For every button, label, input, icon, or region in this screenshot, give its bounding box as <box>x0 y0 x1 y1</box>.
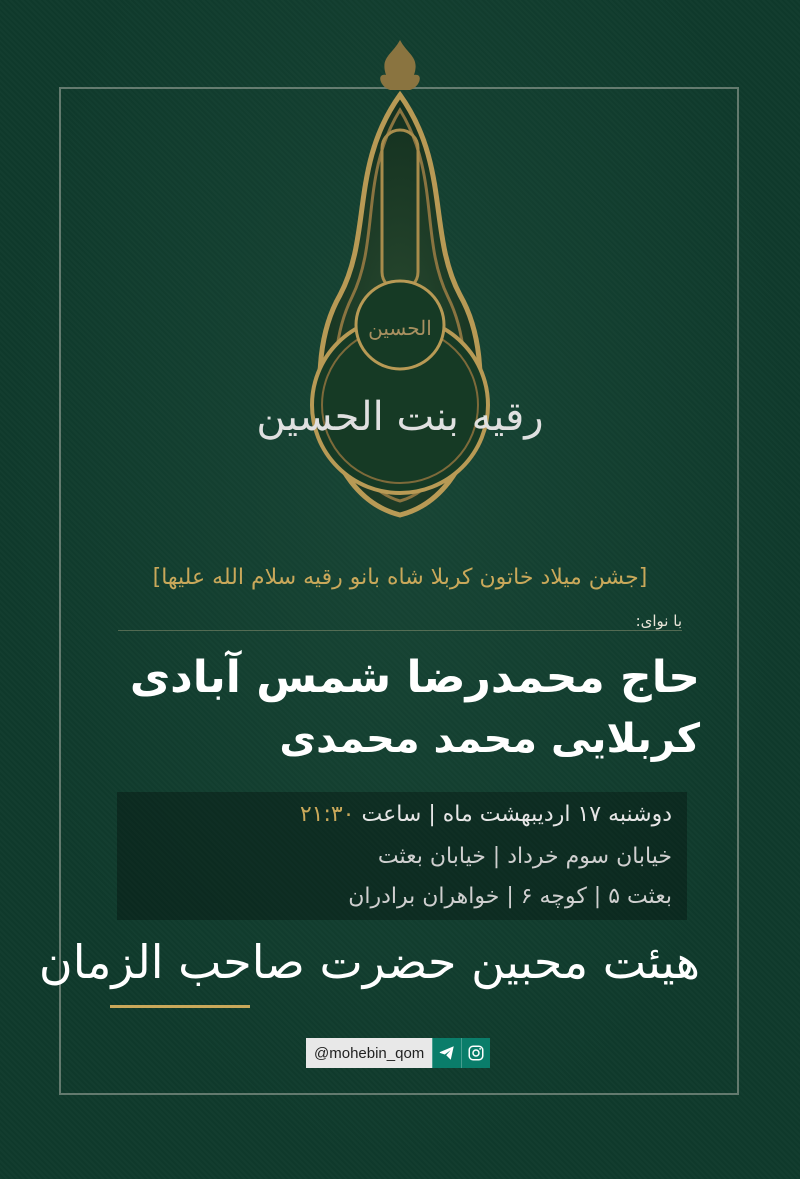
telegram-icon[interactable] <box>432 1038 461 1068</box>
instagram-icon[interactable] <box>461 1038 490 1068</box>
with-voice-label: با نوای: <box>635 612 682 630</box>
time-text: ۲۱:۳۰ <box>299 802 355 827</box>
organization-name: هیئت محبین حضرت صاحب الزمان <box>38 935 700 989</box>
singer-name-2: کربلایی محمد محمدی <box>279 716 700 762</box>
social-handle[interactable]: @mohebin_qom <box>306 1038 432 1068</box>
svg-text:الحسین: الحسین <box>368 316 432 340</box>
divider <box>118 630 682 631</box>
address-line-1: خیابان سوم خرداد | خیابان بعثت <box>377 844 672 869</box>
date-time-line <box>122 802 672 827</box>
singer-name-1: حاج محمدرضا شمس آبادی <box>129 652 700 703</box>
emblem-calligraphy: رقیه بنت الحسین <box>256 394 544 440</box>
date-text: دوشنبه ۱۷ اردیبهشت ماه | ساعت <box>361 802 672 827</box>
organization-accent <box>110 1005 250 1008</box>
emblem-icon <box>256 35 544 525</box>
event-subtitle: [جشن میلاد خاتون کربلا شاه بانو رقیه سلام الله علیها] <box>152 565 648 590</box>
social-handle-badge[interactable] <box>306 1038 490 1068</box>
address-line-2: بعثت ۵ | کوچه ۶ | خواهران برادران <box>348 884 672 909</box>
